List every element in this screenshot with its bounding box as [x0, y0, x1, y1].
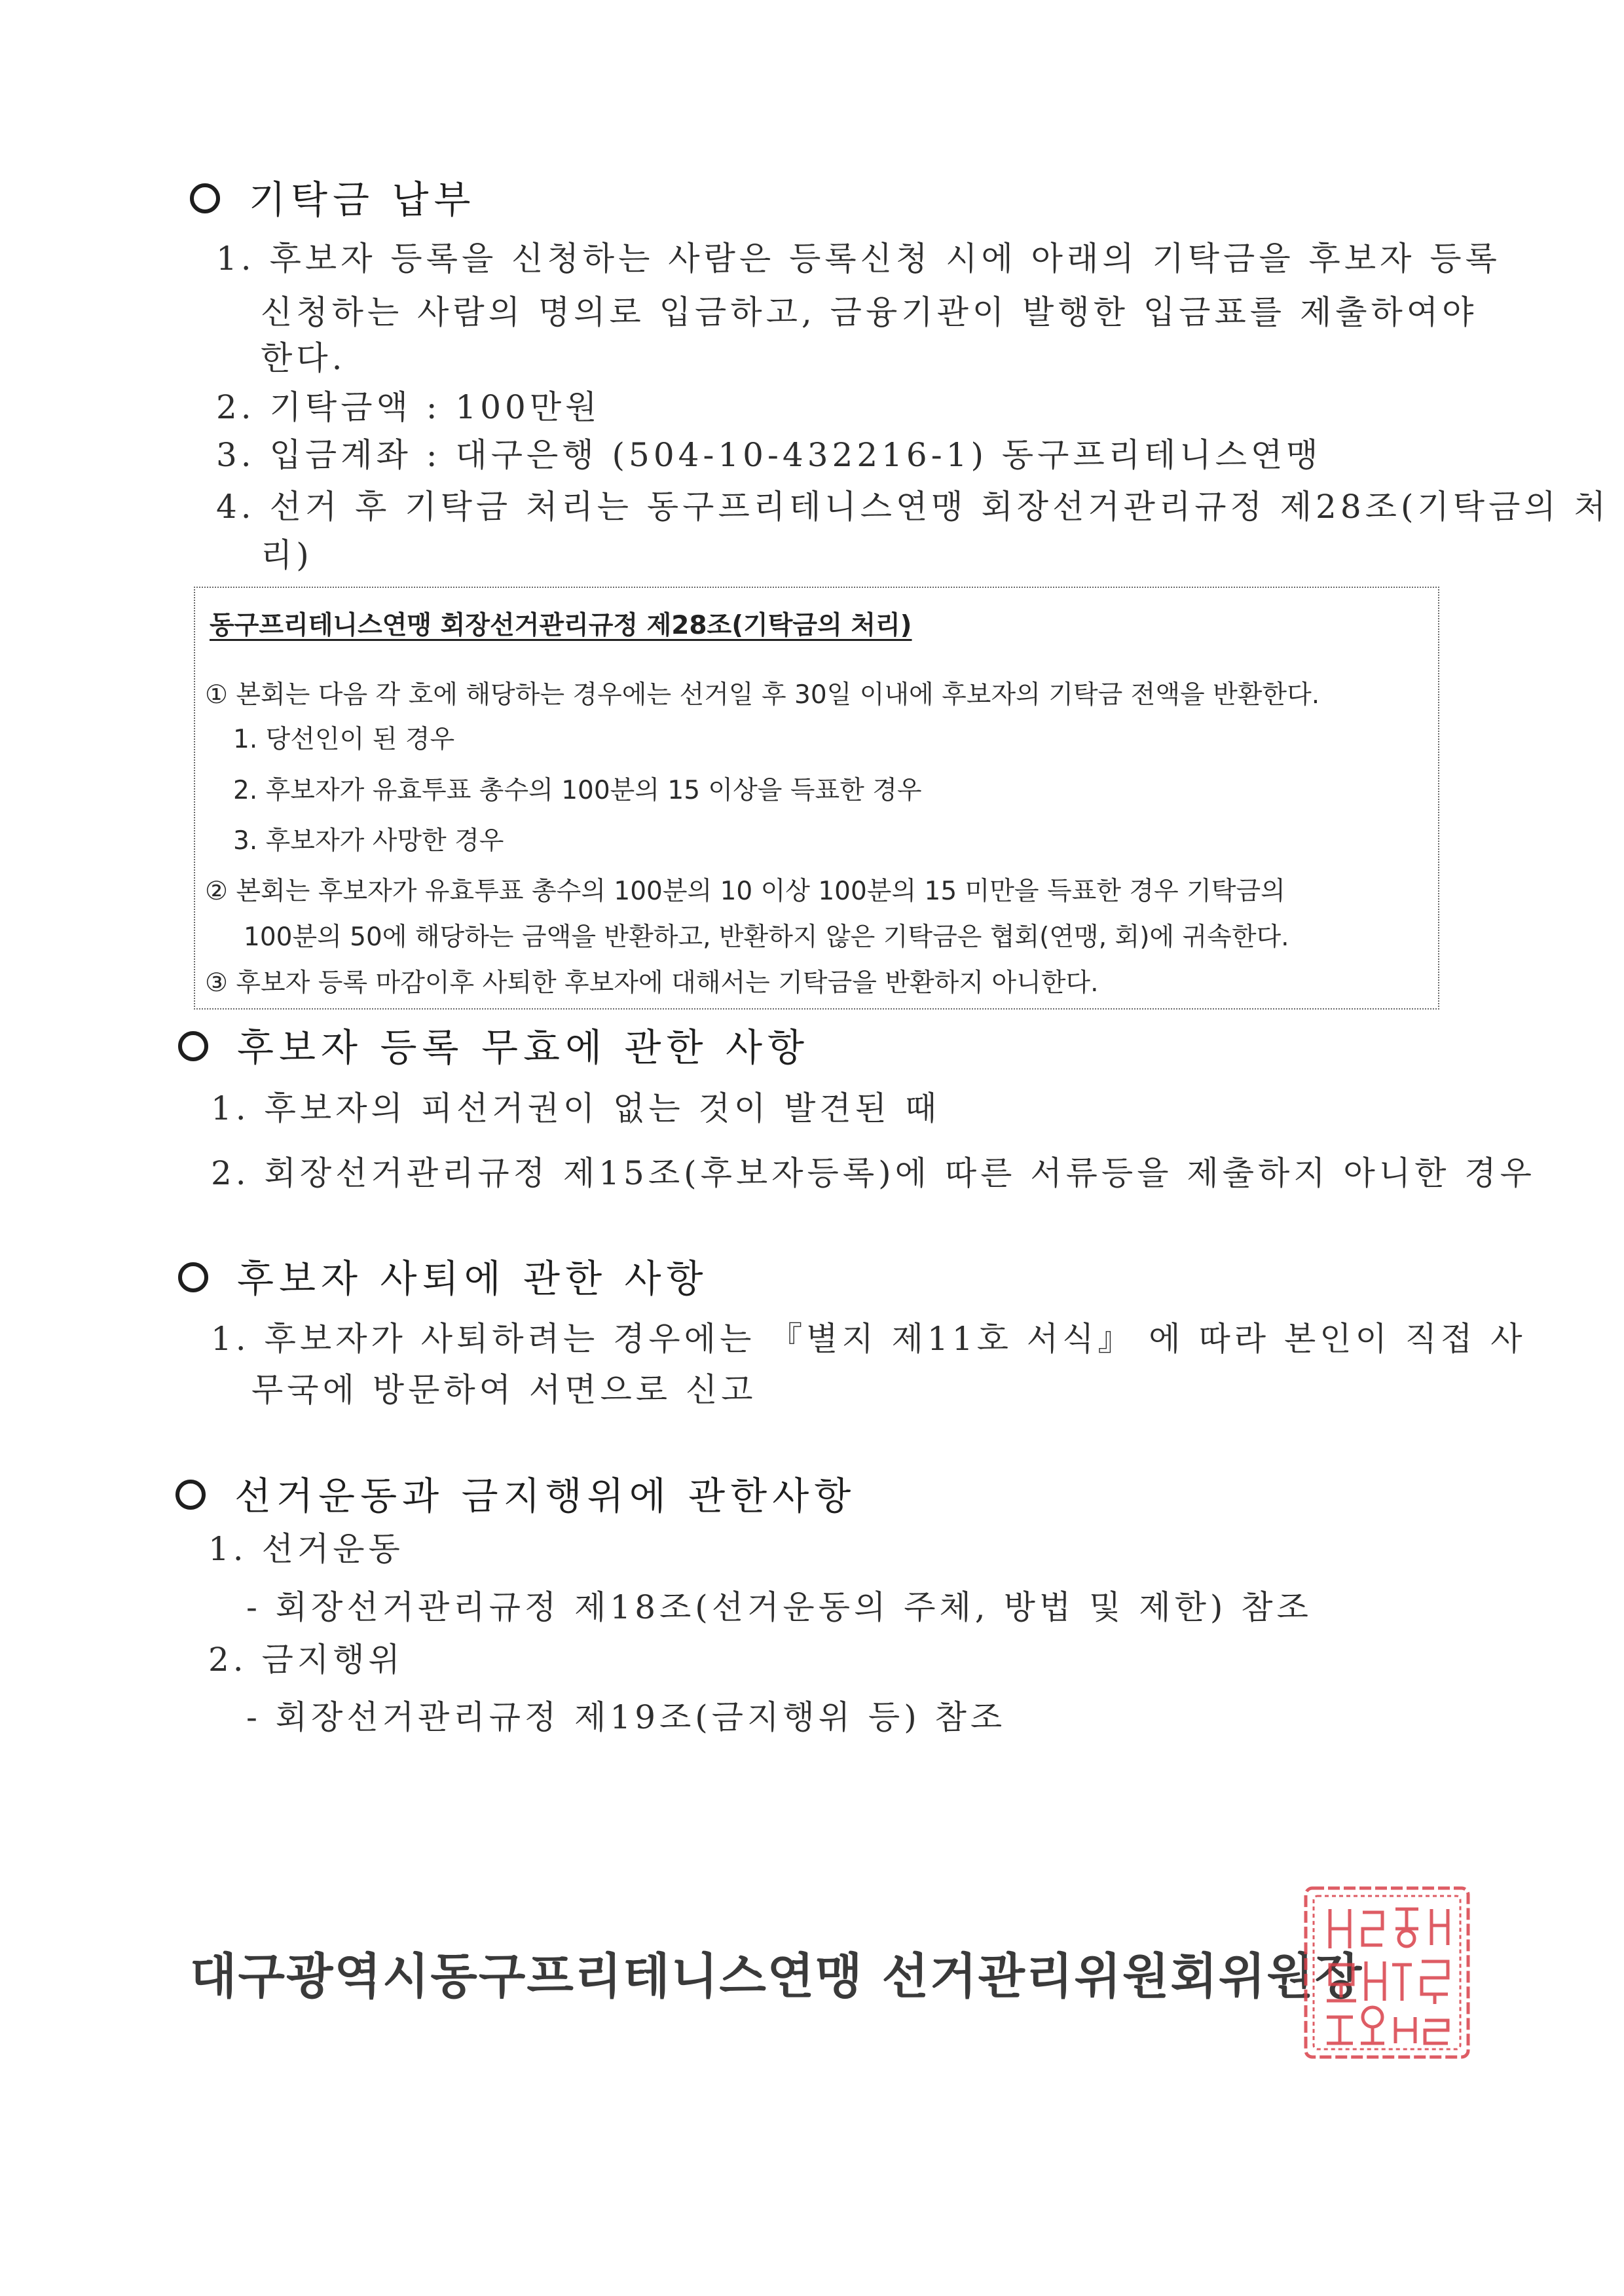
- deposit-item-1-line-2: 신청하는 사람의 명의로 입금하고, 금융기관이 발행한 입금표를 제출하여야: [261, 293, 1478, 331]
- campaign-item-1-reference: - 회장선거관리규정 제18조(선거운동의 주체, 방법 및 제한) 참조: [246, 1588, 1312, 1626]
- regulation-clause-2-line-1: ② 본회는 후보자가 유효투표 총수의 100분의 10 이상 100분의 15 미만을 득표한 경우 기탁금의: [205, 877, 1285, 906]
- footer-signature: 대구광역시동구프리테니스연맹 선거관리위원회위원장: [190, 1948, 1363, 2005]
- regulation-clause-1-item-1: 1. 당선인이 된 경우: [233, 725, 455, 754]
- section-heading-withdrawal: [178, 1248, 709, 1303]
- section-heading-invalidation-text: 후보자 등록 무효에 관한 사항: [237, 1025, 810, 1070]
- withdrawal-item-1-line-1: 1. 후보자가 사퇴하려는 경우에는 『별지 제11호 서식』 에 따라 본인이 직접 사: [211, 1320, 1526, 1358]
- regulation-box-title: 동구프리테니스연맹 회장선거관리규정 제28조(기탁금의 처리): [210, 611, 912, 640]
- deposit-item-2: 2. 기탁금액 : 100만원: [216, 388, 601, 426]
- campaign-item-2-reference: - 회장선거관리규정 제19조(금지행위 등) 참조: [246, 1698, 1006, 1736]
- section-heading-campaign-text: 선거운동과 금지행위에 관한사항: [234, 1474, 857, 1518]
- section-heading-campaign: [175, 1465, 856, 1520]
- deposit-item-4-line-2: 리): [261, 536, 313, 574]
- withdrawal-item-1-line-2: 무국에 방문하여 서면으로 신고: [251, 1371, 757, 1409]
- section-heading-withdrawal-text: 후보자 사퇴에 관한 사항: [237, 1256, 709, 1301]
- hollow-circle-bullet-icon: [190, 183, 220, 213]
- regulation-clause-3: ③ 후보자 등록 마감이후 사퇴한 후보자에 대해서는 기탁금을 반환하지 아니한다.: [205, 968, 1099, 998]
- deposit-item-1-line-3: 한다.: [261, 339, 346, 377]
- regulation-clause-2-line-2: 100분의 50에 해당하는 금액을 반환하고, 반환하지 않은 기탁금은 협회(연맹, 회)에 귀속한다.: [244, 922, 1289, 952]
- official-seal-stamp-icon: [1301, 1883, 1473, 2062]
- hollow-circle-bullet-icon: [178, 1262, 208, 1292]
- invalidation-item-1: 1. 후보자의 피선거권이 없는 것이 발견된 때: [211, 1089, 941, 1127]
- regulation-clause-1: ① 본회는 다음 각 호에 해당하는 경우에는 선거일 후 30일 이내에 후보자의 기탁금 전액을 반환한다.: [205, 680, 1320, 710]
- hollow-circle-bullet-icon: [175, 1480, 206, 1510]
- deposit-item-4-line-1: 4. 선거 후 기탁금 처리는 동구프리테니스연맹 회장선거관리규정 제28조(기탁금의 처: [216, 488, 1610, 526]
- deposit-item-1-line-1: 1. 후보자 등록을 신청하는 사람은 등록신청 시에 아래의 기탁금을 후보자 등록: [216, 240, 1501, 278]
- section-heading-deposit: [190, 169, 476, 224]
- hollow-circle-bullet-icon: [178, 1031, 208, 1061]
- section-heading-invalidation: [178, 1017, 809, 1072]
- campaign-item-1: 1. 선거운동: [208, 1530, 404, 1568]
- deposit-item-3: 3. 입금계좌 : 대구은행 (504-10-432216-1) 동구프리테니스연맹: [216, 436, 1322, 474]
- section-heading-deposit-text: 기탁금 납부: [249, 177, 476, 222]
- regulation-clause-1-item-3: 3. 후보자가 사망한 경우: [233, 826, 504, 856]
- campaign-item-2: 2. 금지행위: [208, 1641, 404, 1679]
- regulation-clause-1-item-2: 2. 후보자가 유효투표 총수의 100분의 15 이상을 득표한 경우: [233, 776, 922, 805]
- invalidation-item-2: 2. 회장선거관리규정 제15조(후보자등록)에 따른 서류등을 제출하지 아니한 경우: [211, 1154, 1536, 1192]
